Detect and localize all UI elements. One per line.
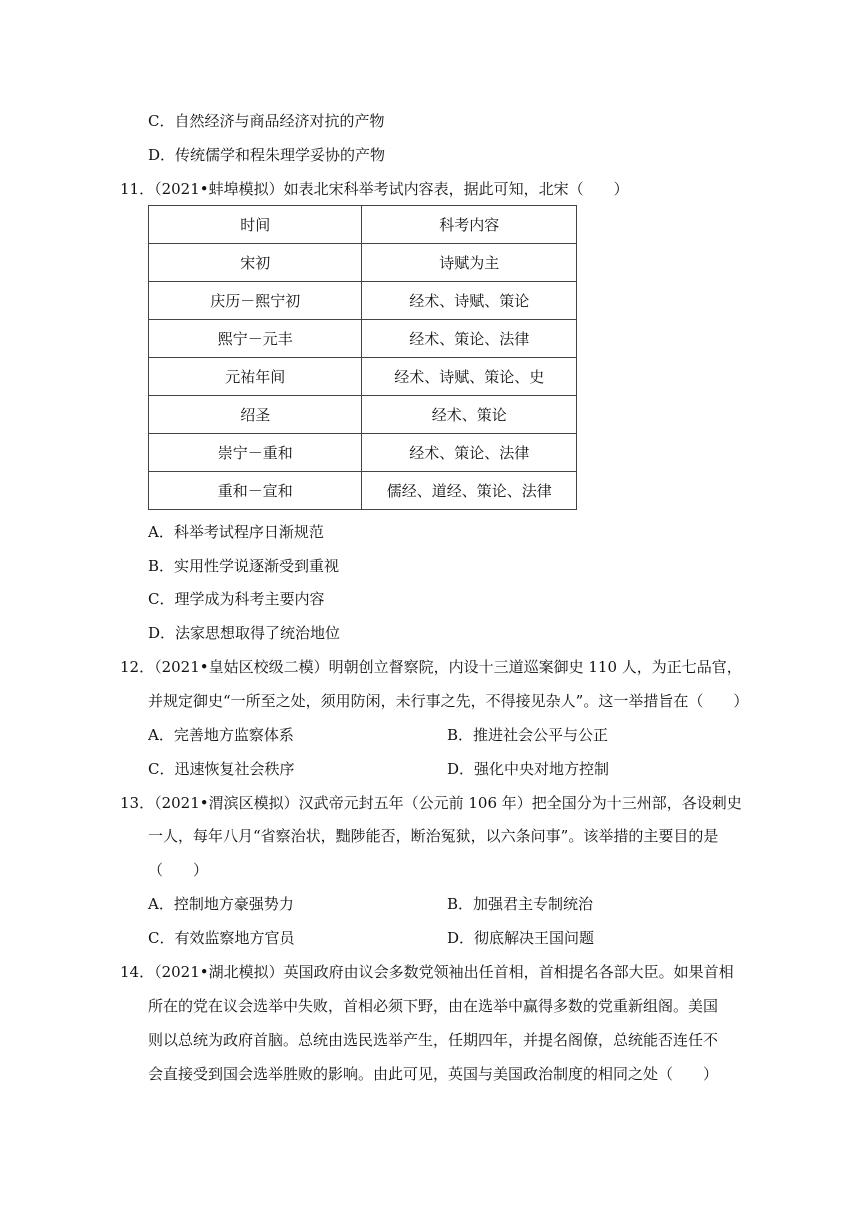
table-cell-content: 经术、策论、法律 — [362, 434, 577, 472]
table-row — [149, 396, 577, 434]
table-cell-time: 重和－宣和 — [149, 472, 362, 510]
q12-option-c: C．迅速恢复社会秩序 — [148, 760, 295, 778]
question-13-stem-line2: 一人，每年八月“省察治状，黜陟能否，断治冤狱，以六条问事”。该举措的主要目的是 — [148, 827, 719, 845]
q11-option-b: B．实用性学说逐渐受到重视 — [148, 557, 340, 575]
table-row — [149, 358, 577, 396]
question-13-stem-line3: （ ） — [148, 861, 209, 879]
option-c-prev: C．自然经济与商品经济对抗的产物 — [148, 112, 385, 130]
table-header-time: 时间 — [149, 206, 362, 244]
table-cell-content: 诗赋为主 — [362, 244, 577, 282]
table-row — [149, 244, 577, 282]
table-cell-time: 庆历－熙宁初 — [149, 282, 362, 320]
q11-option-c: C．理学成为科考主要内容 — [148, 590, 325, 608]
q13-option-c: C．有效监察地方官员 — [148, 929, 295, 947]
question-11-stem: 11．（2021•蚌埠模拟）如表北宋科举考试内容表，据此可知，北宋（ ） — [120, 180, 629, 198]
question-13-stem-line1: 13．（2021•渭滨区模拟）汉武帝元封五年（公元前 106 年）把全国分为十三州部，各设刺史 — [120, 794, 742, 812]
table-cell-time: 绍圣 — [149, 396, 362, 434]
table-cell-content: 经术、策论、法律 — [362, 320, 577, 358]
q13-option-b: B．加强君主专制统治 — [447, 895, 594, 913]
table-cell-time: 宋初 — [149, 244, 362, 282]
question-14-stem-line4: 会直接受到国会选举胜败的影响。由此可见，英国与美国政治制度的相同之处（ ） — [148, 1065, 719, 1083]
option-d-prev: D．传统儒学和程朱理学妥协的产物 — [148, 146, 386, 164]
q13-option-d: D．彻底解决王国问题 — [447, 929, 595, 947]
table-cell-content: 经术、诗赋、策论、史 — [362, 358, 577, 396]
q11-option-a: A．科举考试程序日渐规范 — [148, 523, 324, 541]
table-header-content: 科考内容 — [362, 206, 577, 244]
q12-option-d: D．强化中央对地方控制 — [447, 760, 610, 778]
question-14-stem-line1: 14．（2021•湖北模拟）英国政府由议会多数党领袖出任首相，首相提名各部大臣。如果首相 — [120, 963, 734, 981]
table-row — [149, 282, 577, 320]
question-12-stem-line2: 并规定御史“一所至之处，须用防闲，未行事之先，不得接见杂人”。这一举措旨在（ ） — [148, 692, 749, 710]
table-row — [149, 472, 577, 510]
table-header-row — [149, 206, 577, 244]
q12-option-a: A．完善地方监察体系 — [148, 726, 294, 744]
q13-option-a: A．控制地方豪强势力 — [148, 895, 294, 913]
q12-option-b: B．推进社会公平与公正 — [447, 726, 609, 744]
table-row — [149, 434, 577, 472]
table-cell-time: 元祐年间 — [149, 358, 362, 396]
question-14-stem-line2: 所在的党在议会选举中失败，首相必须下野，由在选举中赢得多数的党重新组阁。美国 — [148, 997, 719, 1015]
table-cell-content: 经术、策论 — [362, 396, 577, 434]
table-cell-time: 熙宁－元丰 — [149, 320, 362, 358]
table-row — [149, 320, 577, 358]
question-14-stem-line3: 则以总统为政府首脑。总统由选民选举产生，任期四年，并提名阁僚，总统能否连任不 — [148, 1031, 719, 1049]
table-cell-content: 儒经、道经、策论、法律 — [362, 472, 577, 510]
table-cell-content: 经术、诗赋、策论 — [362, 282, 577, 320]
exam-content-table — [148, 205, 577, 510]
q11-option-d: D．法家思想取得了统治地位 — [148, 624, 341, 642]
table-cell-time: 崇宁－重和 — [149, 434, 362, 472]
question-12-stem-line1: 12．（2021•皇姑区校级二模）明朝创立督察院，内设十三道巡案御史 110 人，为正七品官， — [120, 658, 742, 676]
